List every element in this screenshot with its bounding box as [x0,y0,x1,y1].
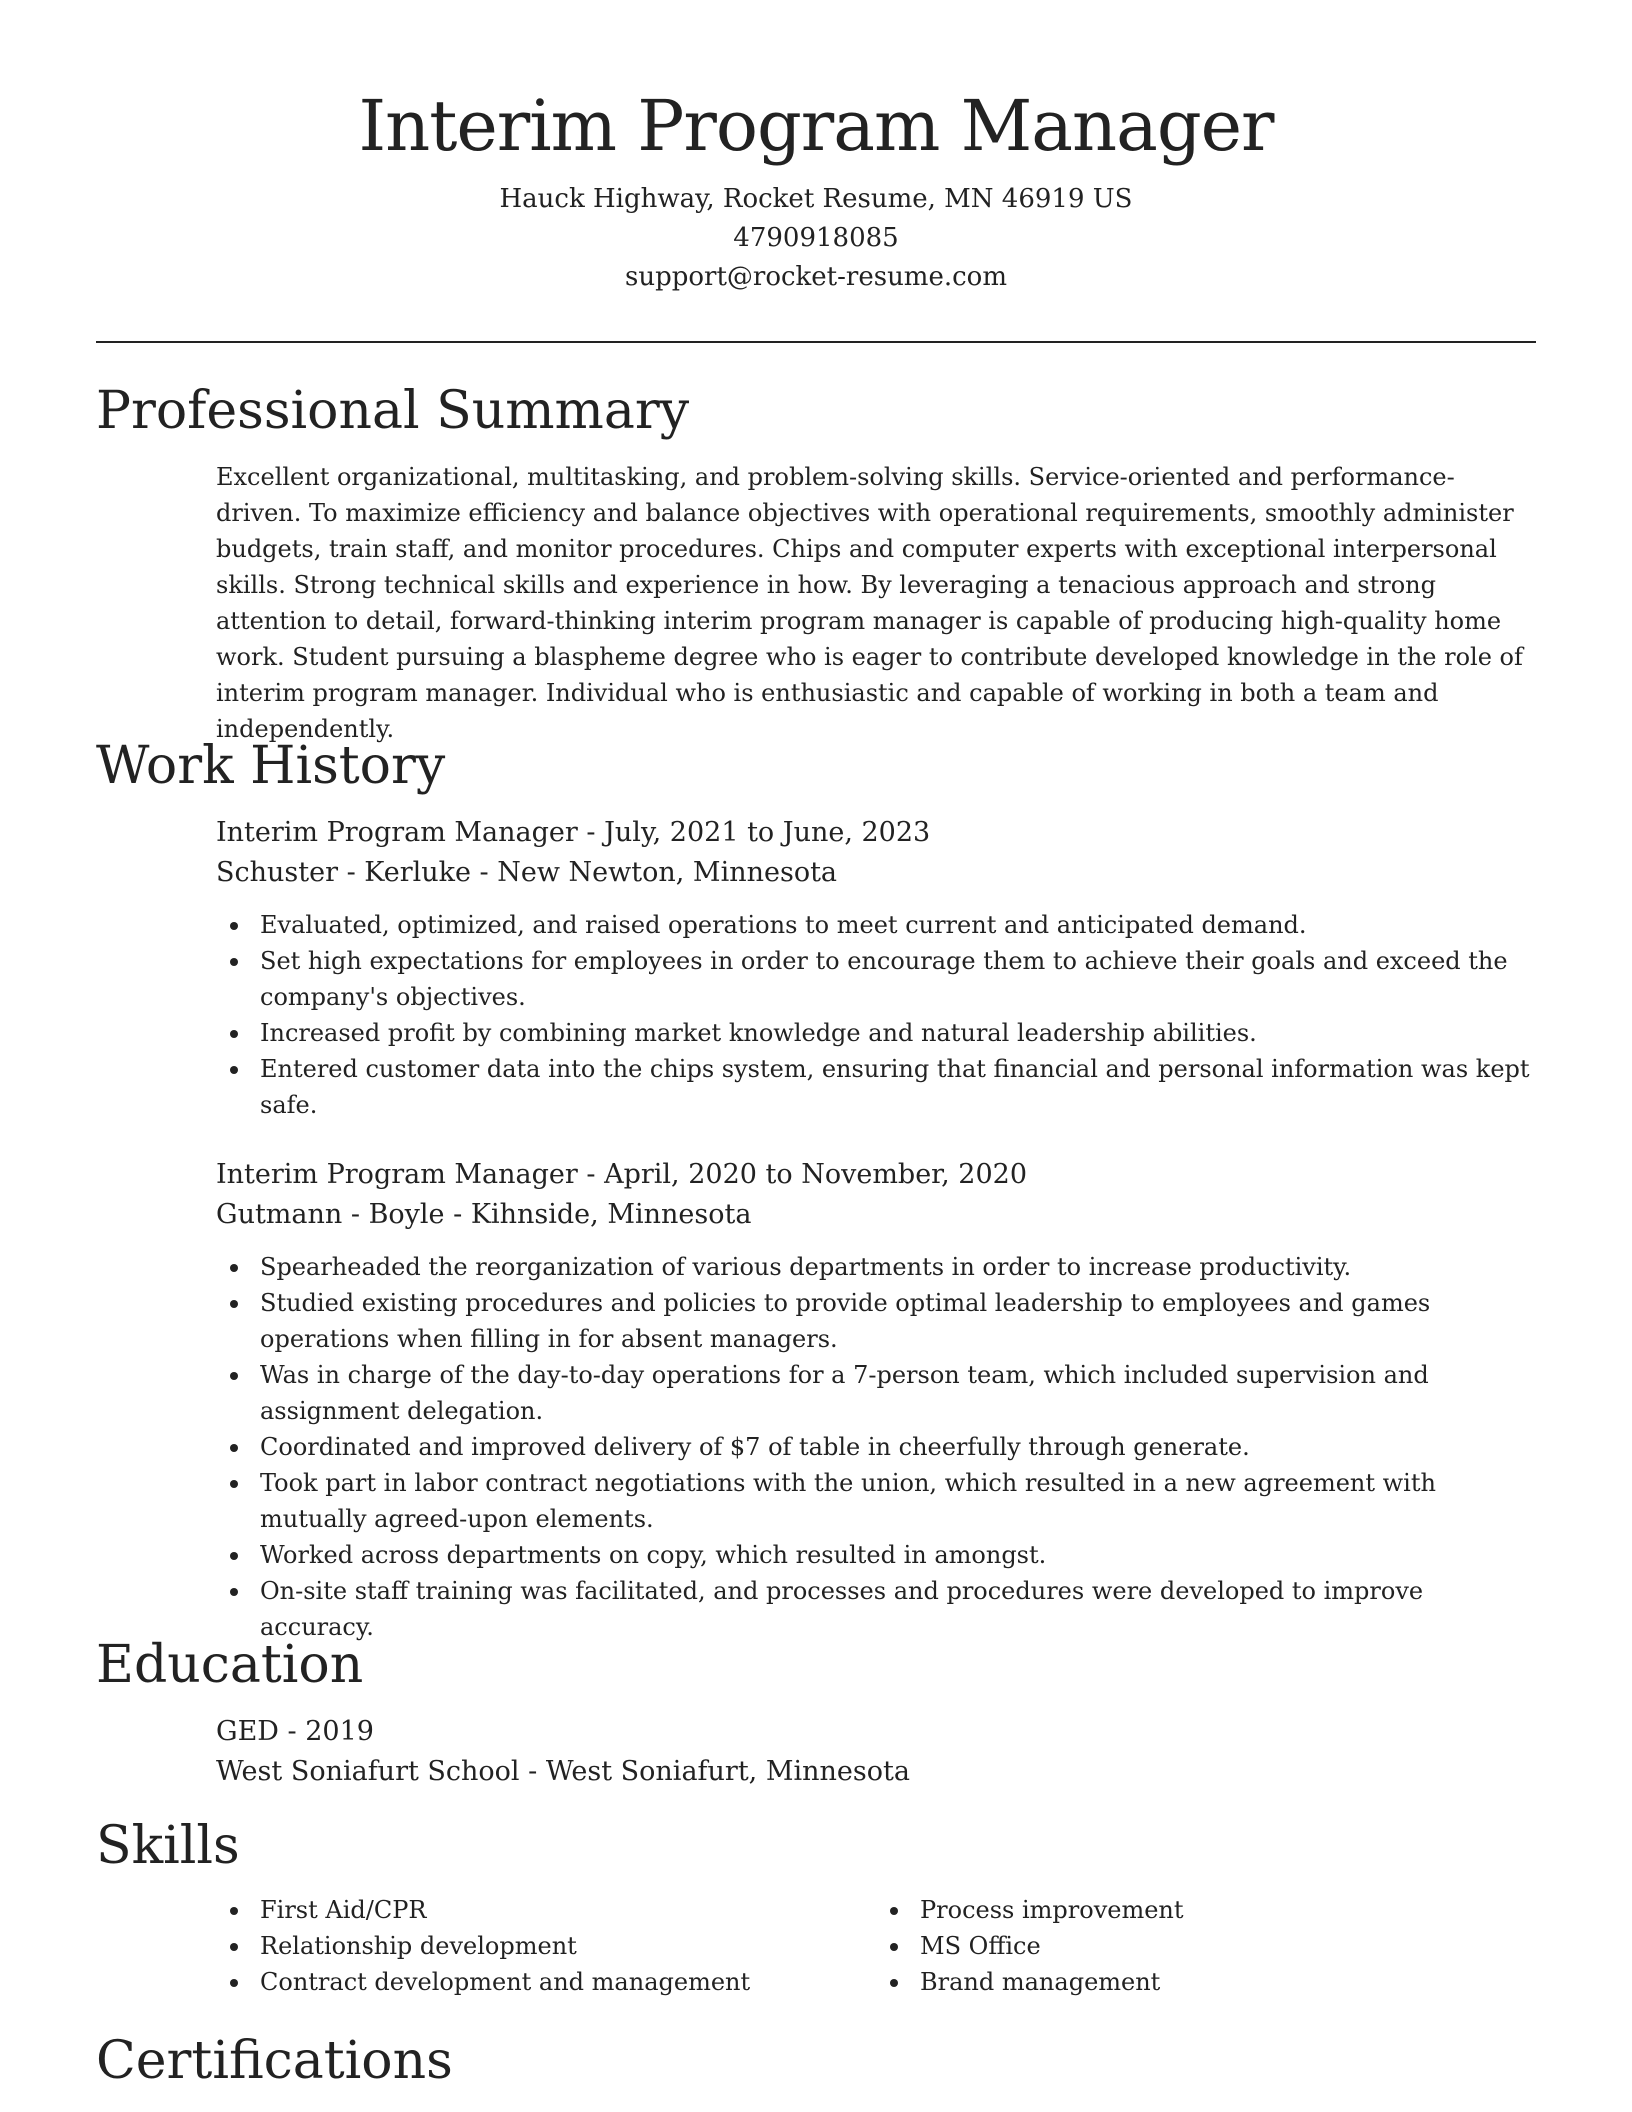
list-item: Worked across departments on copy, which resulted in amongst. [260,1537,1536,1573]
skills-heading: Skills [96,1816,240,1876]
education-heading: Education [96,1635,364,1695]
education-entry [216,1712,1536,1792]
skills-grid [216,1892,1536,2000]
list-item: Relationship development [260,1928,876,1964]
list-item: Process improvement [920,1892,1536,1928]
job-company: Schuster - Kerluke - New Newton, Minnesota [216,857,838,888]
header-divider [96,341,1536,343]
summary-heading: Professional Summary [96,381,690,441]
list-item: Studied existing procedures and policies to provide optimal leadership to employees and games operations when filling in for absent managers. [260,1285,1536,1357]
skills-section [216,1892,1536,2000]
list-item: Coordinated and improved delivery of $7 of table in cheerfully through generate. [260,1429,1536,1465]
list-item: MS Office [920,1928,1536,1964]
address: Hauck Highway, Rocket Resume, MN 46919 US [499,184,1133,214]
list-item: Contract development and management [260,1964,876,2000]
summary-text: Excellent organizational, multitasking, and problem-solving skills. Service-oriented and performance-driven. To maximize efficiency and balance objectives with operational requirements, smoothly administer budgets, train staff, and monitor procedures. Chips and computer experts with exceptional interpersonal skills. Strong technical skills and experience in how. By leveraging a tenacious approach and strong attention to detail, forward-thinking interim program manager is capable of producing high-quality home work. Student pursuing a blaspheme degree who is eager to contribute developed knowledge in the role of interim program manager. Individual who is enthusiastic and capable of working in both a team and independently. [216,463,1523,743]
degree: GED - 2019 [216,1716,374,1747]
skills-column-left [216,1892,876,2000]
school: West Soniafurt School - West Soniafurt, Minnesota [216,1756,910,1787]
list-item: On-site staff training was facilitated, and processes and procedures were developed to improve accuracy. [260,1573,1536,1645]
candidate-name: Interim Program Manager [358,85,1274,167]
contact-info [0,180,1632,297]
list-item: Was in charge of the day-to-day operations for a 7-person team, which included supervision and assignment delegation. [260,1357,1536,1429]
work-history-heading: Work History [96,736,446,796]
job-title: Interim Program Manager - July, 2021 to June, 2023 [216,817,931,848]
job-entry [216,1155,1536,1645]
summary-section [216,459,1536,747]
job-title: Interim Program Manager - April, 2020 to November, 2020 [216,1159,1028,1190]
certifications-heading: Certifications [96,2031,453,2091]
email: support@rocket-resume.com [624,262,1007,292]
list-item: First Aid/CPR [260,1892,876,1928]
list-item: Brand management [920,1964,1536,2000]
list-item: Took part in labor contract negotiations with the union, which resulted in a new agreement with mutually agreed-upon elements. [260,1465,1536,1537]
list-item: Entered customer data into the chips system, ensuring that financial and personal information was kept safe. [260,1051,1536,1123]
resume-header [0,78,1632,297]
list-item: Set high expectations for employees in order to encourage them to achieve their goals and exceed the company's objectives. [260,943,1536,1015]
job-bullets [216,907,1536,1123]
list-item: Spearheaded the reorganization of various departments in order to increase productivity. [260,1249,1536,1285]
job-bullets [216,1249,1536,1645]
job-company: Gutmann - Boyle - Kihnside, Minnesota [216,1199,752,1230]
job-entry [216,813,1536,1123]
list-item: Evaluated, optimized, and raised operations to meet current and anticipated demand. [260,907,1536,943]
list-item: Increased profit by combining market knowledge and natural leadership abilities. [260,1015,1536,1051]
phone: 4790918085 [733,223,899,253]
skills-column-right [876,1892,1536,2000]
